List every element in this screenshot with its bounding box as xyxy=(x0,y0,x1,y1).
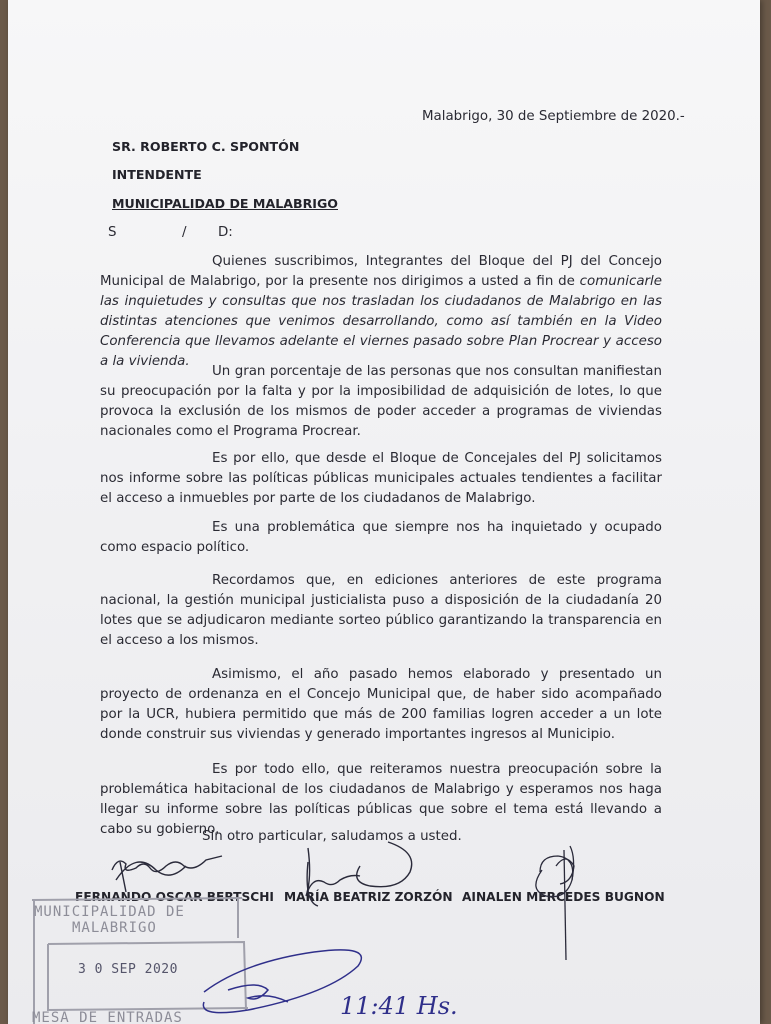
recipient-title: INTENDENTE xyxy=(112,167,202,182)
paragraph-7-text: Es por todo ello, que reiteramos nuestra preocupación sobre la problemática habitacional de los ciudadanos de Malabrigo y esperamos nos haga llegar su informe sobre las políticas públicas que sobre el tema está llevando a cabo su gobierno. xyxy=(100,762,662,837)
paragraph-6 xyxy=(100,665,662,745)
sd-s: S xyxy=(108,225,117,240)
paragraph-1-text: Quienes suscribimos, Integrantes del Bloque del PJ del Concejo Municipal de Malabrigo, por la presente nos dirigimos a usted a fin de xyxy=(100,254,662,289)
paragraph-4 xyxy=(100,518,662,558)
sd-slash: / xyxy=(182,225,187,240)
signatory-1-name: FERNANDO OSCAR BERTSCHI xyxy=(75,890,274,904)
stamp-line-2: MALABRIGO xyxy=(72,920,157,936)
letter-page xyxy=(8,0,760,1024)
signatory-2-name: MARÍA BEATRIZ ZORZÓN xyxy=(284,890,453,904)
signatory-3-name: AINALEN MERCEDES BUGNON xyxy=(462,890,665,904)
recipient-name: SR. ROBERTO C. SPONTÓN xyxy=(112,139,300,154)
paragraph-2 xyxy=(100,362,662,442)
stamp-received-date: 3 0 SEP 2020 xyxy=(78,962,178,977)
closing-line: Sin otro particular, saludamos a usted. xyxy=(202,829,462,844)
paragraph-4-text: Es una problemática que siempre nos ha inquietado y ocupado como espacio político. xyxy=(100,520,662,555)
sd-d: D: xyxy=(218,225,233,240)
paragraph-5 xyxy=(100,571,662,651)
recipient-organization: MUNICIPALIDAD DE MALABRIGO xyxy=(112,196,338,211)
paragraph-6-text: Asimismo, el año pasado hemos elaborado y presentado un proyecto de ordenanza en el Concejo Municipal que, de haber sido acompañado por la UCR, hubiera permitido que más de 200 familias logren acceder a un lote donde construir sus viviendas y generado importantes ingresos al Municipio. xyxy=(100,667,662,742)
stamp-bottom-line: MESA DE ENTRADAS xyxy=(32,1010,183,1024)
letter-date: Malabrigo, 30 de Septiembre de 2020.- xyxy=(422,109,685,124)
paragraph-2-text: Un gran porcentaje de las personas que nos consultan manifiestan su preocupación por la falta y por la imposibilidad de adquisición de lotes, lo que provoca la exclusión de los mismos de poder acceder a programas de viviendas nacionales como el Programa Procrear. xyxy=(100,364,662,439)
paragraph-3 xyxy=(100,449,662,509)
paragraph-5-text: Recordamos que, en ediciones anteriores de este programa nacional, la gestión municipal justicialista puso a disposición de la ciudadanía 20 lotes que se adjudicaron mediante sorteo público garantizando la transparencia en el acceso a los mismos. xyxy=(100,573,662,648)
paragraph-3-text: Es por ello, que desde el Bloque de Concejales del PJ solicitamos nos informe sobre las políticas públicas municipales actuales tendientes a facilitar el acceso a inmuebles por parte de los ciudadanos de Malabrigo. xyxy=(100,451,662,506)
stamp-line-1: MUNICIPALIDAD DE xyxy=(34,904,185,920)
paragraph-1 xyxy=(100,252,662,372)
received-time: 11:41 Hs. xyxy=(340,992,458,1020)
receipt-signature xyxy=(203,950,361,1013)
signature-1 xyxy=(112,856,222,892)
paragraph-1-italic: comunicarle las inquietudes y consultas que nos trasladan los ciudadanos de Malabrigo en las distintas atenciones que venimos desarrollando, como así también en la Video Conferencia que llevamos adelante el viernes pasado sobre Plan Procrear y acceso a la vivienda. xyxy=(100,274,662,369)
